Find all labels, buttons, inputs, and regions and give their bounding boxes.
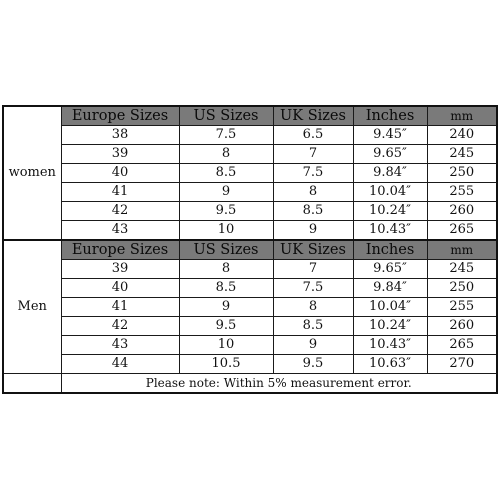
table-cell: 7 [273, 260, 353, 279]
table-cell: 9.84″ [353, 164, 427, 183]
table-cell: 9.65″ [353, 145, 427, 164]
group-label: women [3, 106, 61, 240]
column-header: mm [427, 106, 497, 126]
table-cell: 40 [61, 164, 179, 183]
table-cell: 8.5 [179, 279, 273, 298]
table-cell: 260 [427, 317, 497, 336]
table-cell: 8 [273, 298, 353, 317]
table-cell: 43 [61, 336, 179, 355]
note-row [3, 374, 497, 394]
size-chart-body [3, 106, 497, 393]
table-cell: 9 [273, 221, 353, 241]
table-cell: 9.84″ [353, 279, 427, 298]
table-cell: 8.5 [273, 317, 353, 336]
table-cell: 240 [427, 126, 497, 145]
table-cell: 42 [61, 202, 179, 221]
table-cell: 9.5 [179, 202, 273, 221]
table-cell: 10.04″ [353, 183, 427, 202]
table-row [3, 126, 497, 145]
table-cell: 255 [427, 183, 497, 202]
table-row [3, 279, 497, 298]
table-cell: 270 [427, 355, 497, 374]
table-cell: 9 [273, 336, 353, 355]
table-cell: 8 [179, 145, 273, 164]
table-cell: 10 [179, 221, 273, 241]
table-cell: 9 [179, 183, 273, 202]
table-cell: 8 [273, 183, 353, 202]
table-cell: 265 [427, 336, 497, 355]
table-row [3, 164, 497, 183]
table-cell: 10.43″ [353, 221, 427, 241]
column-header: Inches [353, 240, 427, 260]
table-row [3, 298, 497, 317]
table-cell: 39 [61, 260, 179, 279]
table-cell: 38 [61, 126, 179, 145]
table-cell: 10.24″ [353, 317, 427, 336]
measurement-note: Please note: Within 5% measurement error. [61, 374, 497, 394]
table-cell: 250 [427, 164, 497, 183]
size-chart-table [2, 105, 498, 394]
table-cell: 7.5 [273, 279, 353, 298]
table-cell: 260 [427, 202, 497, 221]
table-cell: 9.5 [179, 317, 273, 336]
table-cell: 39 [61, 145, 179, 164]
table-row [3, 183, 497, 202]
table-cell: 9.65″ [353, 260, 427, 279]
header-row [3, 240, 497, 260]
column-header: US Sizes [179, 106, 273, 126]
table-cell: 10.63″ [353, 355, 427, 374]
table-cell: 245 [427, 145, 497, 164]
table-cell: 41 [61, 298, 179, 317]
table-cell: 6.5 [273, 126, 353, 145]
table-row [3, 202, 497, 221]
table-cell: 9.5 [273, 355, 353, 374]
column-header: mm [427, 240, 497, 260]
table-cell: 8 [179, 260, 273, 279]
table-cell: 10.24″ [353, 202, 427, 221]
column-header: Inches [353, 106, 427, 126]
table-row [3, 336, 497, 355]
column-header: Europe Sizes [61, 240, 179, 260]
table-cell: 9.45″ [353, 126, 427, 145]
table-cell: 7.5 [273, 164, 353, 183]
table-cell: 245 [427, 260, 497, 279]
table-cell: 7 [273, 145, 353, 164]
column-header: Europe Sizes [61, 106, 179, 126]
table-cell: 9 [179, 298, 273, 317]
table-row [3, 145, 497, 164]
table-cell: 255 [427, 298, 497, 317]
table-cell: 7.5 [179, 126, 273, 145]
table-cell: 10.43″ [353, 336, 427, 355]
table-cell: 265 [427, 221, 497, 241]
table-row [3, 317, 497, 336]
table-cell: 8.5 [273, 202, 353, 221]
table-cell: 250 [427, 279, 497, 298]
table-cell: 10 [179, 336, 273, 355]
column-header: UK Sizes [273, 240, 353, 260]
table-cell: 40 [61, 279, 179, 298]
table-cell: 42 [61, 317, 179, 336]
table-row [3, 260, 497, 279]
header-row [3, 106, 497, 126]
table-cell: 10.5 [179, 355, 273, 374]
table-row [3, 355, 497, 374]
table-row [3, 221, 497, 241]
column-header: UK Sizes [273, 106, 353, 126]
table-cell: 10.04″ [353, 298, 427, 317]
group-label: Men [3, 240, 61, 374]
table-cell: 8.5 [179, 164, 273, 183]
table-cell: 44 [61, 355, 179, 374]
column-header: US Sizes [179, 240, 273, 260]
table-cell: 43 [61, 221, 179, 241]
note-spacer [3, 374, 61, 394]
table-cell: 41 [61, 183, 179, 202]
